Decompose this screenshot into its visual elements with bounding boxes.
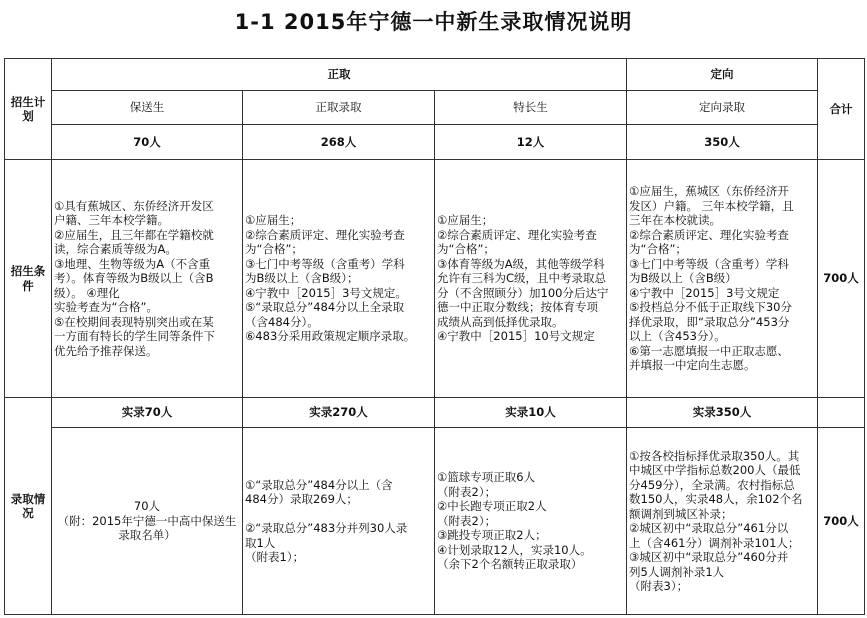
text-line: 分459分），全录满。农村指标总: [629, 477, 795, 492]
text-line: ②综合素质评定、理化实验考查: [629, 227, 789, 242]
text-line: ⑤投档总分不低于正取线下30分: [629, 300, 792, 315]
column-header: 定向录取: [627, 91, 818, 125]
group-directed: 定向: [627, 59, 818, 91]
text-line: ⑥第一志愿填报一中正取志愿、: [629, 343, 789, 358]
text-line: 录取名单）: [118, 528, 176, 543]
text-line: ①篮球专项正取6人: [437, 470, 536, 485]
text-line: （附表2）；: [437, 484, 497, 499]
text-line: 实验考查为“合格”。: [54, 300, 158, 315]
text-line: ②综合素质评定、理化实验考查: [437, 227, 597, 242]
text-line: 户籍、三年本校学籍。: [54, 213, 169, 228]
text-line: 三年在本校就读。: [629, 213, 722, 228]
text-line: ②中长跑专项正取2人: [437, 499, 547, 514]
text-line: 额调剂到城区补录；: [629, 506, 733, 521]
text-line: （附表2）；: [437, 513, 497, 528]
admission-table: [4, 58, 865, 615]
admission-cell: [435, 428, 627, 615]
text-line: 允许有三科为C级，且中考录取总: [437, 271, 607, 286]
actual-row: [5, 398, 865, 428]
text-line: 并填报一中定向生志愿。: [629, 358, 756, 373]
actual-count: 实录70人: [52, 398, 243, 428]
text-line: 德一中正取分数线；按体育专项: [437, 300, 598, 315]
text-line: 484分）录取269人；: [245, 492, 358, 506]
admission-cell: [243, 428, 435, 615]
text-line: 分（不含照顾分）加100分后达宁: [437, 285, 609, 300]
column-header: 正取录取: [243, 91, 435, 125]
text-line: 级）。 ④理化: [54, 285, 120, 300]
text-line: ②综合素质评定、理化实验考查: [245, 227, 405, 242]
column-header: 特长生: [435, 91, 627, 125]
text-line: 中城区中学指标总数200人（最低: [629, 463, 801, 477]
text-line: 为B级以上（含B级）；: [245, 271, 359, 286]
actual-count: 实录270人: [243, 398, 435, 428]
plan-count: 12人: [435, 125, 627, 160]
admission-cell: [52, 428, 243, 615]
group-total: 合计: [818, 59, 865, 160]
text-line: ⑤在校期间表现特别突出或在某: [54, 314, 214, 329]
text-line: （附：2015年宁德一中高中保送生: [57, 513, 237, 528]
plan-count-row: [5, 125, 865, 160]
text-line: [245, 507, 432, 522]
condition-cell: [52, 160, 243, 398]
text-line: ③地理、生物等级为A（不含重: [54, 256, 211, 271]
text-line: ③城区初中“录取总分”460分并: [629, 550, 789, 564]
text-line: 择优录取，即“录取总分”453分: [629, 314, 790, 329]
text-line: 数150人，实录48人，余102个名: [629, 492, 803, 506]
row-header-conditions: 招生条件: [5, 160, 52, 398]
plan-total: 700人: [818, 160, 865, 398]
column-header-row: [5, 91, 865, 125]
row-header-plan: 招生计划: [5, 59, 52, 160]
text-line: ③跳投专项正取2人；: [437, 528, 547, 543]
text-line: 为“合格”；: [245, 242, 303, 257]
text-line: 考）。体育等级为B级以上（含B: [54, 271, 214, 286]
text-line: ①应届生；: [437, 213, 494, 228]
text-line: 70人: [133, 499, 161, 514]
column-header: 保送生: [52, 91, 243, 125]
text-line: ③七门中考等级（含重考）学科: [245, 256, 405, 271]
text-line: ③体育等级为A级，其他等级学科: [437, 256, 605, 271]
text-line: ⑤“录取总分”484分以上全录取: [245, 300, 405, 315]
admission-cell: [627, 428, 818, 615]
condition-cell: [627, 160, 818, 398]
group-header-row: [5, 59, 865, 91]
text-line: ②城区初中“录取总分”461分以: [629, 521, 789, 535]
text-line: ①具有蕉城区、东侨经济开发区: [54, 198, 214, 213]
text-line: （附表1）；: [245, 550, 305, 564]
condition-cell: [435, 160, 627, 398]
text-line: 以上（含453分）。: [629, 329, 726, 344]
text-line: 为“合格”；: [437, 242, 495, 257]
text-line: ④宁教中［2015］10号文规定: [437, 329, 595, 344]
plan-count: 350人: [627, 125, 818, 160]
condition-cell: [243, 160, 435, 398]
text-line: 为“合格”；: [629, 242, 687, 257]
text-line: ①“录取总分”484分以上（含: [245, 477, 393, 492]
actual-count: 实录350人: [627, 398, 818, 428]
text-line: ②“录取总分”483分并列30人录: [245, 521, 408, 535]
admission-total: 700人: [818, 428, 865, 615]
text-line: 为B级以上（含B级）: [629, 271, 737, 286]
text-line: 读，综合素质等级为A。: [54, 242, 177, 257]
text-line: ①应届生；: [245, 213, 302, 228]
plan-count: 70人: [52, 125, 243, 160]
text-line: ①按各校指标择优录取350人。其: [629, 448, 800, 463]
admission-row: [5, 428, 865, 615]
plan-count: 268人: [243, 125, 435, 160]
row-header-admission: 录取情况: [5, 398, 52, 615]
text-line: （附表3）；: [629, 579, 689, 593]
text-line: 一方面有特长的学生同等条件下: [54, 329, 215, 344]
text-line: ④宁教中［2015］3号文规定: [629, 285, 780, 300]
empty-cell: [818, 398, 865, 428]
group-regular: 正取: [52, 59, 627, 91]
text-line: ①应届生，蕉城区（东侨经济开: [629, 184, 789, 199]
text-line: （余下2个名额转正取录取）: [437, 557, 583, 572]
text-line: ②应届生，且三年都在学籍校就: [54, 227, 214, 242]
text-line: ④计划录取12人，实录10人。: [437, 542, 592, 557]
text-line: 列5人调剂补录1人: [629, 564, 725, 579]
text-line: 优先给予推荐保送。: [54, 343, 158, 358]
text-line: ⑥483分采用政策规定顺序录取。: [245, 329, 416, 344]
text-line: 取1人: [245, 535, 276, 550]
actual-count: 实录10人: [435, 398, 627, 428]
text-line: ④宁教中［2015］3号文规定。: [245, 285, 407, 300]
text-line: （含484分）。: [245, 314, 319, 329]
conditions-row: [5, 160, 865, 398]
text-line: 上（含461分）调剂补录101人；: [629, 535, 800, 550]
text-line: 发区）户籍。 三年本校学籍，且: [629, 198, 794, 213]
text-line: ③七门中考等级（含重考）学科: [629, 256, 789, 271]
text-line: 成绩从高到低择优录取。: [437, 314, 564, 329]
page-title: 1-1 2015年宁德一中新生录取情况说明: [234, 10, 633, 34]
